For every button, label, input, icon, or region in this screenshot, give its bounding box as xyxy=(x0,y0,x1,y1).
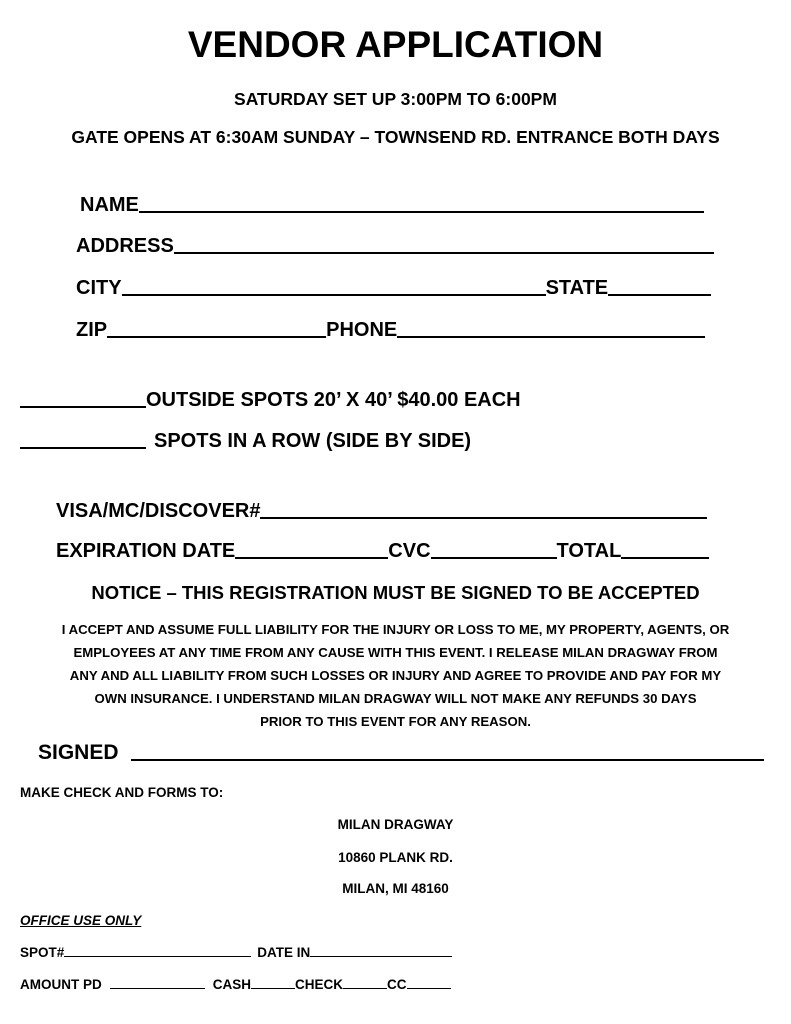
city-label: CITY xyxy=(76,277,122,299)
outside-spots-label: OUTSIDE SPOTS 20’ X 40’ $40.00 EACH xyxy=(146,389,521,411)
spot-date-row xyxy=(20,945,452,960)
spots-in-row-field[interactable] xyxy=(20,447,146,449)
zip-field[interactable] xyxy=(107,336,326,338)
signature-field[interactable] xyxy=(131,759,764,761)
liability-line: ANY AND ALL LIABILITY FROM SUCH LOSSES OR INJURY AND AGREE TO PROVIDE AND PAY FOR MY xyxy=(69,668,722,683)
expiration-label: EXPIRATION DATE xyxy=(56,540,236,562)
card-row xyxy=(56,500,707,523)
date-in-field[interactable] xyxy=(310,956,452,957)
state-field[interactable] xyxy=(608,294,711,296)
total-field[interactable] xyxy=(621,557,709,559)
name-label: NAME xyxy=(80,194,139,216)
total-label: TOTAL xyxy=(556,540,622,562)
gate-open-subtitle: GATE OPENS AT 6:30AM SUNDAY – TOWNSEND RD. ENTRANCE BOTH DAYS xyxy=(71,127,720,147)
cc-label: CC xyxy=(387,977,407,992)
card-label: VISA/MC/DISCOVER# xyxy=(56,500,261,522)
expiration-field[interactable] xyxy=(235,557,388,559)
page-title: VENDOR APPLICATION xyxy=(187,24,604,65)
liability-line: EMPLOYEES AT ANY TIME FROM ANY CAUSE WITH THIS EVENT. I RELEASE MILAN DRAGWAY FROM xyxy=(73,645,718,660)
check-label: CHECK xyxy=(295,977,344,992)
cvc-field[interactable] xyxy=(431,557,557,559)
address-label: ADDRESS xyxy=(76,235,174,257)
expiration-row xyxy=(56,540,709,563)
amount-row xyxy=(20,977,451,992)
payee-city: MILAN, MI 48160 xyxy=(342,881,449,896)
zip-phone-row xyxy=(76,319,705,342)
signed-label: SIGNED xyxy=(38,741,119,764)
zip-label: ZIP xyxy=(76,319,108,341)
spots-in-row-label: SPOTS IN A ROW (SIDE BY SIDE) xyxy=(154,430,472,452)
payee-street: 10860 PLANK RD. xyxy=(338,850,453,865)
outside-spots-row xyxy=(20,389,521,412)
date-in-label: DATE IN xyxy=(257,945,311,960)
phone-label: PHONE xyxy=(326,319,398,341)
cash-label: CASH xyxy=(212,977,252,992)
spot-label: SPOT# xyxy=(20,945,65,960)
signed-row xyxy=(38,741,764,765)
setup-time-subtitle: SATURDAY SET UP 3:00PM TO 6:00PM xyxy=(234,89,557,109)
check-field[interactable] xyxy=(343,988,387,989)
notice-heading: NOTICE – THIS REGISTRATION MUST BE SIGNED TO BE ACCEPTED xyxy=(91,582,700,603)
office-use-heading: OFFICE USE ONLY xyxy=(20,913,142,928)
name-row xyxy=(80,194,704,217)
spots-in-row-row xyxy=(20,430,471,453)
liability-line: OWN INSURANCE. I UNDERSTAND MILAN DRAGWAY WILL NOT MAKE ANY REFUNDS 30 DAYS xyxy=(94,691,697,706)
name-field[interactable] xyxy=(139,211,704,213)
make-check-heading: MAKE CHECK AND FORMS TO: xyxy=(20,785,224,800)
amount-pd-field[interactable] xyxy=(110,988,205,989)
phone-field[interactable] xyxy=(397,336,705,338)
address-field[interactable] xyxy=(174,252,714,254)
liability-line: I ACCEPT AND ASSUME FULL LIABILITY FOR THE INJURY OR LOSS TO ME, MY PROPERTY, AGENTS, OR xyxy=(61,622,730,637)
cc-field[interactable] xyxy=(407,988,451,989)
liability-line: PRIOR TO THIS EVENT FOR ANY REASON. xyxy=(260,714,531,729)
city-field[interactable] xyxy=(122,294,546,296)
cash-field[interactable] xyxy=(251,988,295,989)
payee-name: MILAN DRAGWAY xyxy=(337,817,454,832)
state-label: STATE xyxy=(545,277,609,299)
address-row xyxy=(76,235,714,258)
cvc-label: CVC xyxy=(388,540,431,562)
card-number-field[interactable] xyxy=(260,517,707,519)
city-state-row xyxy=(76,277,711,300)
outside-spots-field[interactable] xyxy=(20,406,146,408)
spot-field[interactable] xyxy=(64,956,251,957)
amount-pd-label: AMOUNT PD xyxy=(20,977,102,992)
